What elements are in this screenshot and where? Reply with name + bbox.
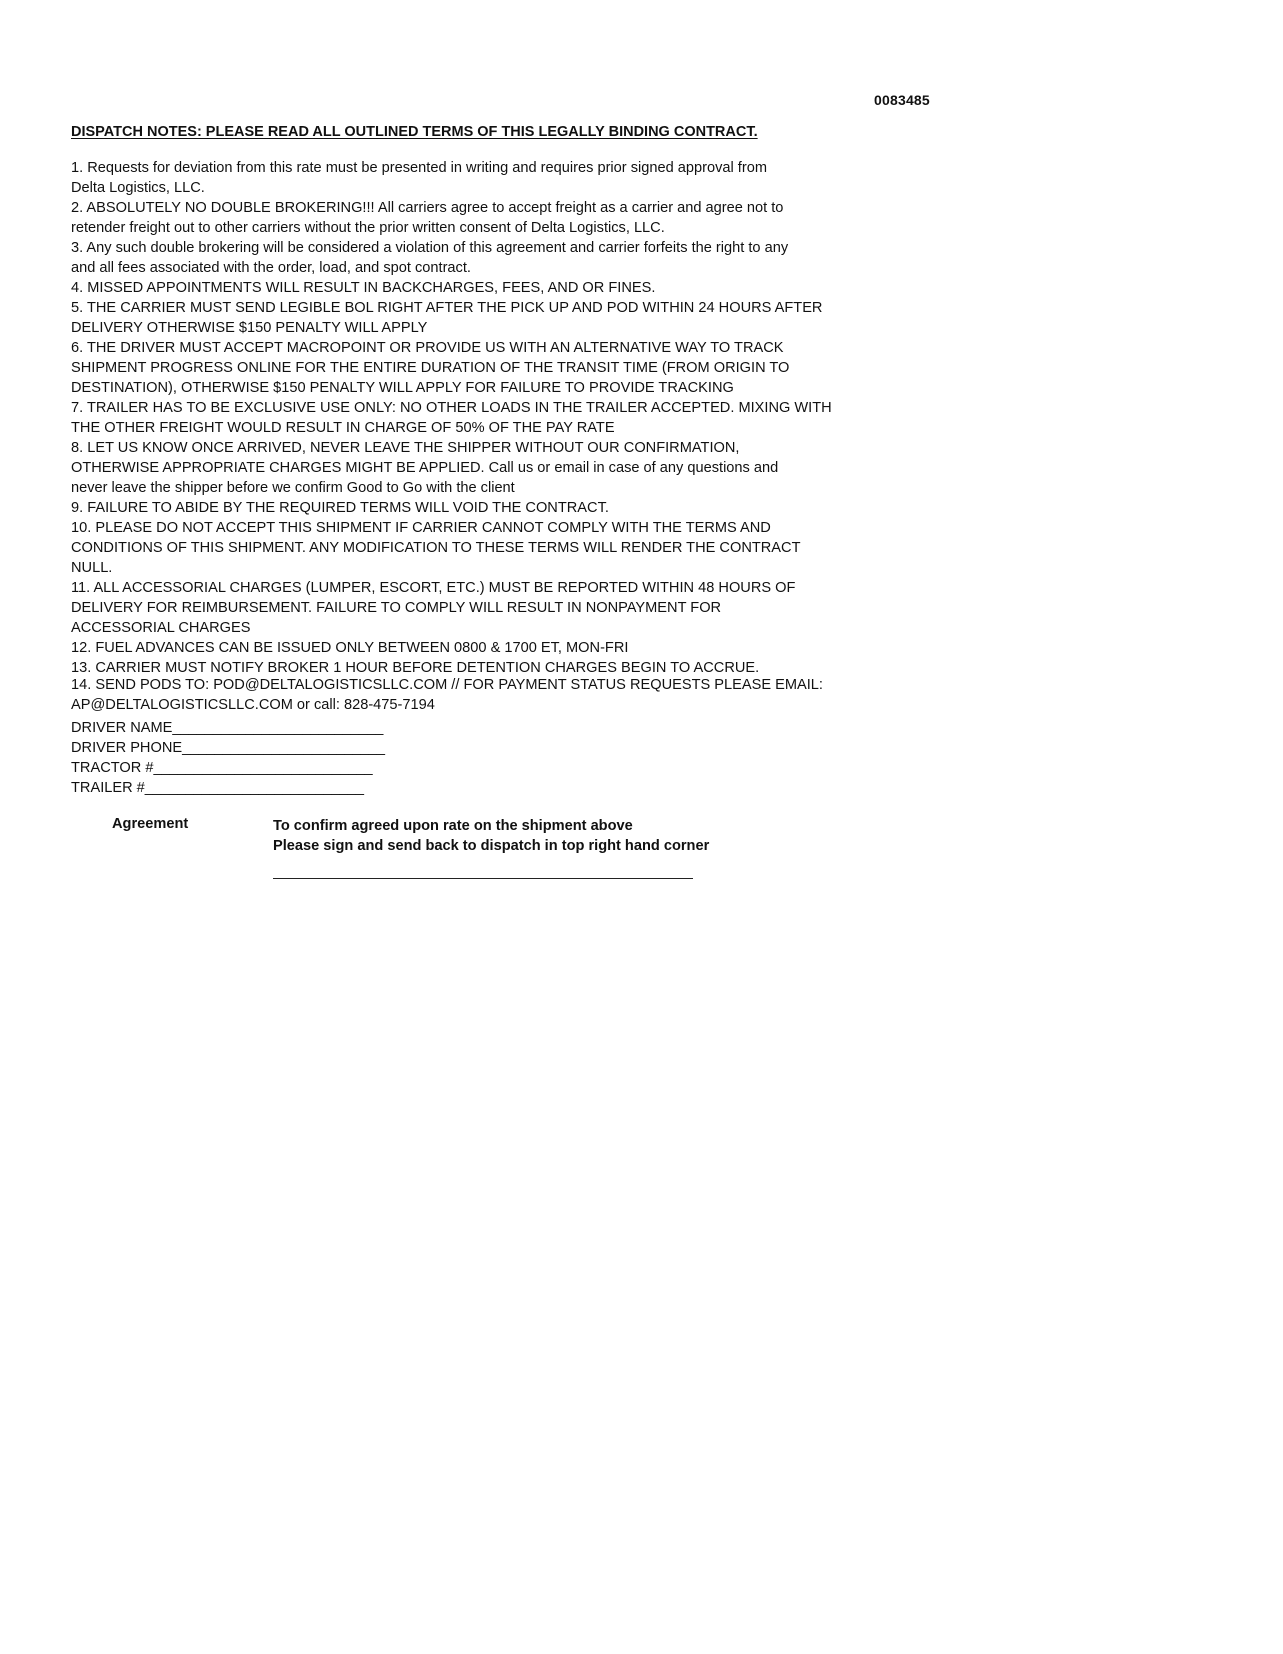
- term-line: 7. TRAILER HAS TO BE EXCLUSIVE USE ONLY: NO OTHER LOADS IN THE TRAILER ACCEPTED. MIXING WITH: [71, 400, 832, 416]
- term-line: 9. FAILURE TO ABIDE BY THE REQUIRED TERMS WILL VOID THE CONTRACT.: [71, 500, 609, 516]
- term-line: CONDITIONS OF THIS SHIPMENT. ANY MODIFICATION TO THESE TERMS WILL RENDER THE CONTRACT: [71, 540, 801, 556]
- term-line: 8. LET US KNOW ONCE ARRIVED, NEVER LEAVE THE SHIPPER WITHOUT OUR CONFIRMATION,: [71, 440, 740, 456]
- term-line: and all fees associated with the order, load, and spot contract.: [71, 260, 471, 276]
- agreement-label: Agreement: [112, 816, 189, 832]
- dispatch-notes-heading: DISPATCH NOTES: PLEASE READ ALL OUTLINED TERMS OF THIS LEGALLY BINDING CONTRACT.: [71, 124, 758, 140]
- term-line: 3. Any such double brokering will be considered a violation of this agreement and carrier forfeits the right to any: [71, 240, 789, 256]
- term-line: 6. THE DRIVER MUST ACCEPT MACROPOINT OR PROVIDE US WITH AN ALTERNATIVE WAY TO TRACK: [71, 340, 784, 356]
- term-line: DESTINATION), OTHERWISE $150 PENALTY WILL APPLY FOR FAILURE TO PROVIDE TRACKING: [71, 380, 734, 396]
- driver-fields: [71, 718, 385, 798]
- trailer-field: TRAILER #___________________________: [71, 780, 364, 796]
- agreement-text: [273, 816, 709, 856]
- term-line: 12. FUEL ADVANCES CAN BE ISSUED ONLY BETWEEN 0800 & 1700 ET, MON-FRI: [71, 640, 629, 656]
- driver-phone-field: DRIVER PHONE_________________________: [71, 740, 386, 756]
- term-line: Delta Logistics, LLC.: [71, 180, 205, 196]
- term-line: OTHERWISE APPROPRIATE CHARGES MIGHT BE APPLIED. Call us or email in case of any questions and: [71, 460, 779, 476]
- term-line: 1. Requests for deviation from this rate must be presented in writing and requires prior signed approval from: [71, 160, 767, 176]
- term-line: THE OTHER FREIGHT WOULD RESULT IN CHARGE OF 50% OF THE PAY RATE: [71, 420, 615, 436]
- terms-list: [71, 158, 931, 715]
- term-line: DELIVERY FOR REIMBURSEMENT. FAILURE TO COMPLY WILL RESULT IN NONPAYMENT FOR: [71, 600, 722, 616]
- term-line: DELIVERY OTHERWISE $150 PENALTY WILL APPLY: [71, 320, 428, 336]
- term-line: 14. SEND PODS TO: POD@DELTALOGISTICSLLC.COM // FOR PAYMENT STATUS REQUESTS PLEASE EMAIL:: [71, 677, 823, 693]
- term-line: retender freight out to other carriers without the prior written consent of Delta Logistics, LLC.: [71, 220, 665, 236]
- term-line: AP@DELTALOGISTICSLLC.COM or call: 828-475-7194: [71, 697, 435, 713]
- term-line: ACCESSORIAL CHARGES: [71, 620, 251, 636]
- driver-name-field: DRIVER NAME__________________________: [71, 720, 384, 736]
- term-line: 2. ABSOLUTELY NO DOUBLE BROKERING!!! All carriers agree to accept freight as a carrier and agree not to: [71, 200, 784, 216]
- term-line: SHIPMENT PROGRESS ONLINE FOR THE ENTIRE DURATION OF THE TRANSIT TIME (FROM ORIGIN TO: [71, 360, 790, 376]
- term-line: 11. ALL ACCESSORIAL CHARGES (LUMPER, ESCORT, ETC.) MUST BE REPORTED WITHIN 48 HOURS OF: [71, 580, 796, 596]
- term-line: 13. CARRIER MUST NOTIFY BROKER 1 HOUR BEFORE DETENTION CHARGES BEGIN TO ACCRUE.: [71, 660, 760, 676]
- term-line: 5. THE CARRIER MUST SEND LEGIBLE BOL RIGHT AFTER THE PICK UP AND POD WITHIN 24 HOURS AFTER: [71, 300, 823, 316]
- document-number: 0083485: [874, 92, 930, 108]
- tractor-field: TRACTOR #___________________________: [71, 760, 373, 776]
- term-line: 10. PLEASE DO NOT ACCEPT THIS SHIPMENT IF CARRIER CANNOT COMPLY WITH THE TERMS AND: [71, 520, 771, 536]
- term-line: 4. MISSED APPOINTMENTS WILL RESULT IN BACKCHARGES, FEES, AND OR FINES.: [71, 280, 656, 296]
- term-line: never leave the shipper before we confirm Good to Go with the client: [71, 480, 515, 496]
- signature-line: [273, 858, 693, 879]
- agreement-line: Please sign and send back to dispatch in top right hand corner: [273, 838, 710, 854]
- term-line: NULL.: [71, 560, 113, 576]
- agreement-line: To confirm agreed upon rate on the shipment above: [273, 818, 633, 834]
